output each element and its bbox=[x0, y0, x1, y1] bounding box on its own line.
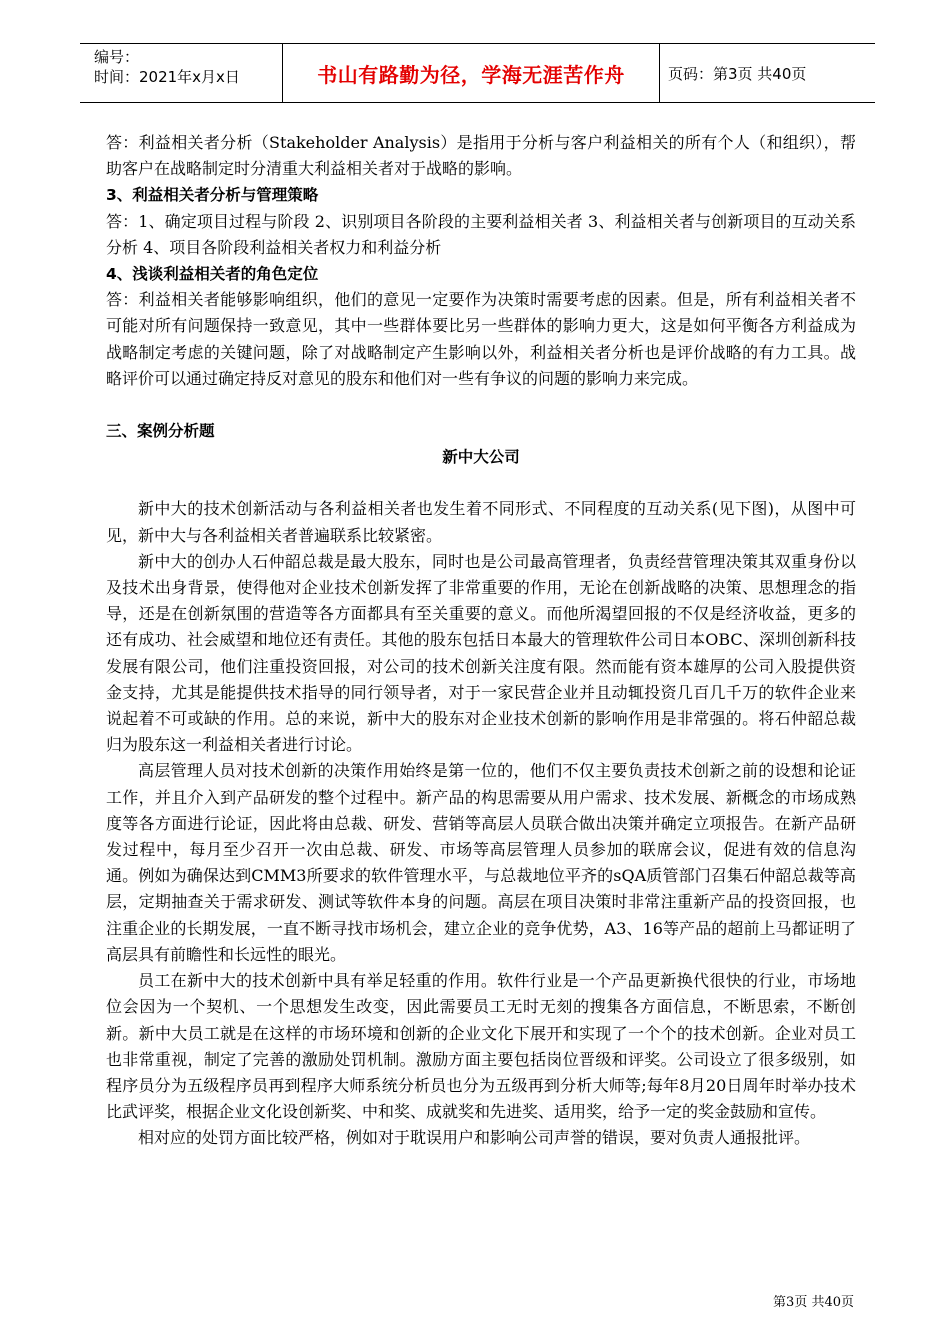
question-heading-4: 4、浅谈利益相关者的角色定位 bbox=[106, 265, 319, 284]
answer-paragraph-1: 答：利益相关者分析（Stakeholder Analysis）是指用于分析与客户利益相关的所有个人（和组织），帮助客户在战略制定时分清重大利益相关者对于战略的影响。 bbox=[106, 133, 856, 179]
case-paragraph-5: 相对应的处罚方面比较严格，例如对于耽误用户和影响公司声誉的错误，要对负责人通报批评。 bbox=[138, 1128, 811, 1148]
case-paragraph-3: 高层管理人员对技术创新的决策作用始终是第一位的，他们不仅主要负责技术创新之前的设想和论证工作，并且介入到产品研发的整个过程中。新产品的构思需要从用户需求、技术发展、新概念的市场成熟度等各方面进行论证，因此将由总裁、研发、营销等高层人员联合做出决策并确定立项报告。在新产品研发过程中，每月至少召开一次由总裁、研发、市场等高层管理人员参加的联席会议，促进有效的信息沟通。例如为确保达到CMM3所要求的软件管理水平，与总裁地位平齐的sQA质管部门召集石仲韶总裁等高层，定期抽查关于需求研发、测试等软件本身的问题。高层在项目决策时非常注重新产品的投资回报，也注重企业的长期发展，一直不断寻找市场机会，建立企业的竞争优势，A3、16等产品的超前上马都证明了高层具有前瞻性和长远性的眼光。 bbox=[106, 761, 856, 964]
header-page-number: 页码：第3页 共40页 bbox=[668, 64, 807, 83]
page-footer: 第3页 共40页 bbox=[773, 1295, 854, 1310]
document-body bbox=[106, 130, 856, 1152]
header-motto: 书山有路勤为径，学海无涯苦作舟 bbox=[283, 44, 660, 102]
answer-paragraph-3: 答：利益相关者能够影响组织，他们的意见一定要作为决策时需要考虑的因素。但是，所有利益相关者不可能对所有问题保持一致意见，其中一些群体要比另一些群体的影响力更大，这是如何平衡各方利益成为战略制定考虑的关键问题，除了对战略制定产生影响以外，利益相关者分析也是评价战略的有力工具。战略评价可以通过确定持反对意见的股东和他们对一些有争议的问题的影响力来完成。 bbox=[106, 290, 856, 388]
header-meta bbox=[80, 44, 283, 102]
document-date: 时间：2021年x月x日 bbox=[94, 68, 240, 86]
answer-paragraph-2: 答：1、确定项目过程与阶段 2、识别项目各阶段的主要利益相关者 3、利益相关者与创新项目的互动关系分析 4、项目各阶段利益相关者权力和利益分析 bbox=[106, 211, 856, 257]
question-heading-3: 3、利益相关者分析与管理策略 bbox=[106, 186, 319, 205]
case-title: 新中大公司 bbox=[442, 448, 520, 467]
case-paragraph-2: 新中大的创办人石仲韶总裁是最大股东，同时也是公司最高管理者，负责经营管理决策其双重身份以及技术出身背景，使得他对企业技术创新发挥了非常重要的作用，无论在创新战略的决策、思想理念的指导，还是在创新氛围的营造等各方面都具有至关重要的意义。而他所渴望回报的不仅是经济收益，更多的还有成功、社会威望和地位还有责任。其他的股东包括日本最大的管理软件公司日本OBC、深圳创新科技发展有限公司，他们注重投资回报，对公司的技术创新关注度有限。然而能有资本雄厚的公司入股提供资金支持，尤其是能提供技术指导的同行领导者，对于一家民营企业并且动辄投资几百几千万的软件企业来说起着不可或缺的作用。总的来说，新中大的股东对企业技术创新的影响作用是非常强的。将石仲韶总裁归为股东这一利益相关者进行讨论。 bbox=[106, 551, 856, 755]
document-number: 编号： bbox=[94, 48, 140, 66]
case-paragraph-4: 员工在新中大的技术创新中具有举足轻重的作用。软件行业是一个产品更新换代很快的行业，市场地位会因为一个契机、一个思想发生改变，因此需要员工无时无刻的搜集各方面信息，不断思索，不断创新。新中大员工就是在这样的市场环境和创新的企业文化下展开和实现了一个个的技术创新。企业对员工也非常重视，制定了完善的激励处罚机制。激励方面主要包括岗位晋级和评奖。公司设立了很多级别，如程序员分为五级程序员再到程序大师系统分析员也分为五级再到分析大师等;每年8月20日周年时举办技术比武评奖，根据企业文化设创新奖、中和奖、成就奖和先进奖、适用奖，给予一定的奖金鼓励和宣传。 bbox=[106, 971, 856, 1122]
section-heading: 三、案例分析题 bbox=[106, 422, 215, 441]
page-header bbox=[80, 43, 875, 103]
case-paragraph-1: 新中大的技术创新活动与各利益相关者也发生着不同形式、不同程度的互动关系(见下图)，从图中可见，新中大与各利益相关者普遍联系比较紧密。 bbox=[106, 499, 856, 545]
